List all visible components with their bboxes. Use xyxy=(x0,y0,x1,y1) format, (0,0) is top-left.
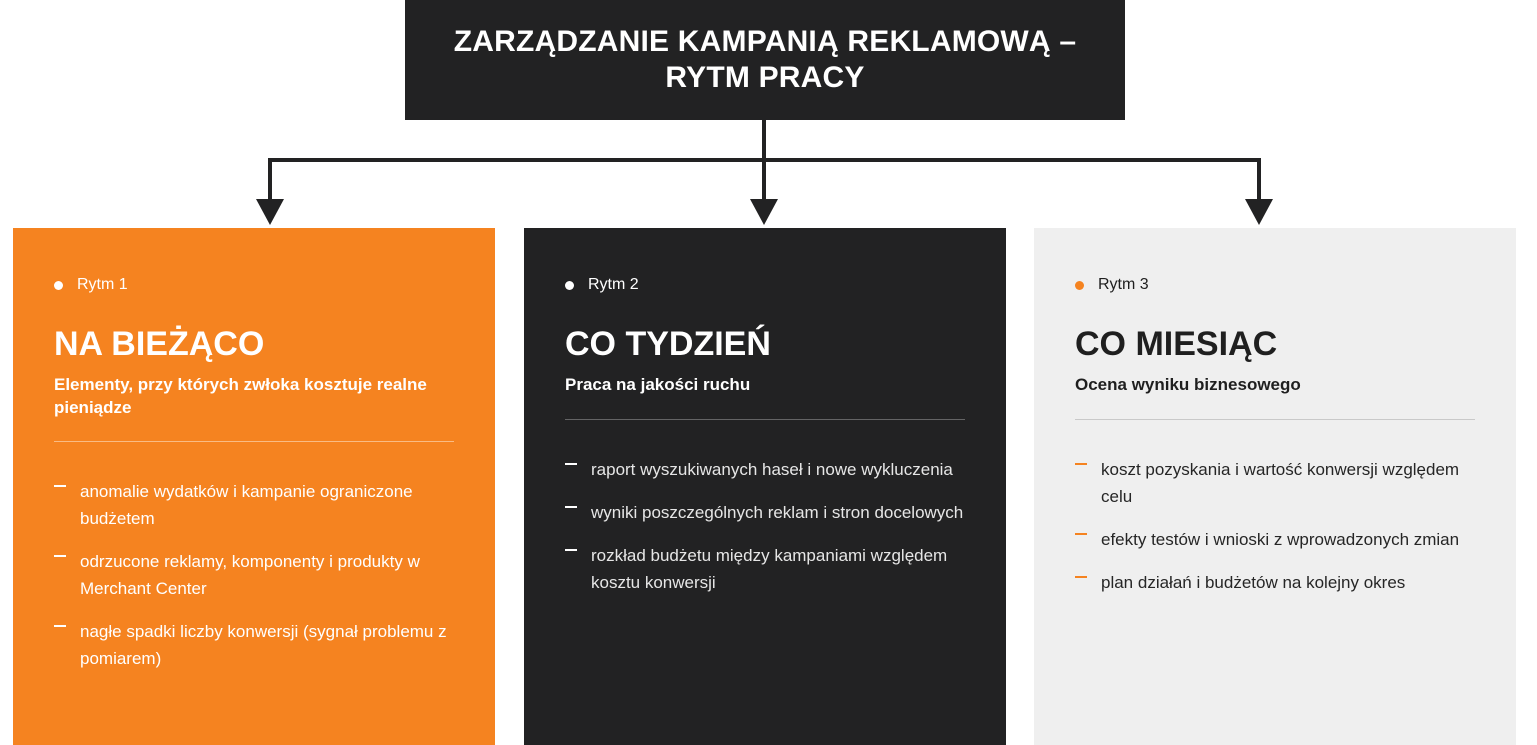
card-title: NA BIEŻĄCO xyxy=(54,325,265,363)
card-label-row xyxy=(1075,276,1149,294)
list-item xyxy=(565,542,975,596)
arrowhead-center xyxy=(750,199,778,225)
list-item xyxy=(1075,526,1485,553)
card-rytm-1 xyxy=(13,228,495,745)
card-label: Rytm 3 xyxy=(1098,276,1149,293)
card-label-row xyxy=(565,276,639,294)
connector-arrows xyxy=(0,0,1537,230)
list-item-text: odrzucone reklamy, komponenty i produkty w Merchant Center xyxy=(80,552,420,598)
card-rytm-2 xyxy=(524,228,1006,745)
list-item xyxy=(565,499,975,526)
arrowhead-right xyxy=(1245,199,1273,225)
list-item-text: plan działań i budżetów na kolejny okres xyxy=(1101,573,1406,592)
list-item xyxy=(1075,569,1485,596)
list-item-text: nagłe spadki liczby konwersji (sygnał problemu z pomiarem) xyxy=(80,622,447,668)
dash-icon xyxy=(565,549,577,551)
bullet-dot-icon xyxy=(1075,281,1084,290)
card-label: Rytm 2 xyxy=(588,276,639,293)
card-rytm-3 xyxy=(1034,228,1516,745)
card-divider xyxy=(54,441,454,442)
card-divider xyxy=(565,419,965,420)
list-item-text: anomalie wydatków i kampanie ograniczone budżetem xyxy=(80,482,413,528)
card-divider xyxy=(1075,419,1475,420)
list-item-text: raport wyszukiwanych haseł i nowe wykluczenia xyxy=(591,460,953,479)
list-item-text: efekty testów i wnioski z wprowadzonych zmian xyxy=(1101,530,1460,549)
dash-icon xyxy=(1075,576,1087,578)
dash-icon xyxy=(565,463,577,465)
list-item-text: wyniki poszczególnych reklam i stron docelowych xyxy=(591,503,964,522)
dash-icon xyxy=(54,625,66,627)
diagram-title-line-2: RYTM PRACY xyxy=(665,61,865,94)
card-subtitle: Elementy, przy których zwłoka kosztuje realne pieniądze xyxy=(54,375,427,417)
arrowhead-left xyxy=(256,199,284,225)
dash-icon xyxy=(54,485,66,487)
card-label-row xyxy=(54,276,128,294)
card-item-list xyxy=(54,478,464,688)
card-title: CO TYDZIEŃ xyxy=(565,325,771,363)
dash-icon xyxy=(1075,463,1087,465)
dash-icon xyxy=(1075,533,1087,535)
list-item xyxy=(1075,456,1485,510)
list-item-text: koszt pozyskania i wartość konwersji względem celu xyxy=(1101,460,1460,506)
list-item xyxy=(54,478,464,532)
card-subtitle: Ocena wyniku biznesowego xyxy=(1075,375,1301,394)
dash-icon xyxy=(54,555,66,557)
list-item xyxy=(565,456,975,483)
card-item-list xyxy=(1075,456,1485,612)
bullet-dot-icon xyxy=(54,281,63,290)
card-subtitle: Praca na jakości ruchu xyxy=(565,375,751,394)
list-item xyxy=(54,618,464,672)
bullet-dot-icon xyxy=(565,281,574,290)
diagram-title-line-1: ZARZĄDZANIE KAMPANIĄ REKLAMOWĄ – xyxy=(453,25,1077,58)
list-item xyxy=(54,548,464,602)
card-label: Rytm 1 xyxy=(77,276,128,293)
dash-icon xyxy=(565,506,577,508)
card-title: CO MIESIĄC xyxy=(1075,325,1278,363)
card-item-list xyxy=(565,456,975,612)
list-item-text: rozkład budżetu między kampaniami względem kosztu konwersji xyxy=(591,546,948,592)
